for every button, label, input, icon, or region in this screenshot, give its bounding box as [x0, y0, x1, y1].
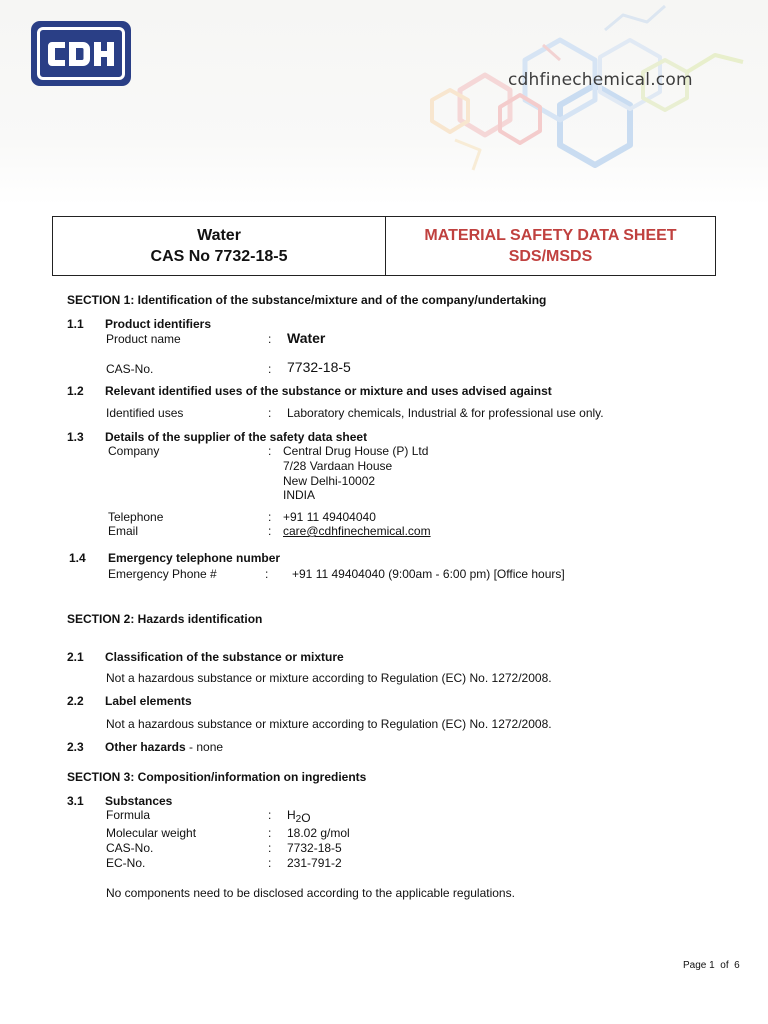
colon: :	[268, 444, 272, 458]
telephone-label: Telephone	[108, 510, 164, 524]
formula-value: $H_2O$	[287, 808, 311, 825]
colon: :	[268, 808, 272, 822]
s3-1-number: 3.1	[67, 794, 84, 808]
s1-3-number: 1.3	[67, 430, 84, 444]
doc-title: MATERIAL SAFETY DATA SHEET	[424, 227, 677, 244]
colon: :	[268, 856, 272, 870]
colon: :	[268, 406, 272, 420]
s3-1-title: Substances	[105, 794, 173, 808]
colon: :	[268, 826, 272, 840]
doc-title-cell	[386, 217, 715, 275]
title-box	[52, 216, 716, 276]
molecule-graphic	[425, 0, 768, 200]
emergency-phone-value: +91 11 49404040 (9:00am - 6:00 pm) [Office hours]	[292, 567, 565, 581]
product-title-cell	[53, 217, 386, 275]
mol-weight-value: 18.02 g/mol	[287, 826, 350, 840]
cas-no-label: CAS-No.	[106, 362, 154, 376]
s1-3-title: Details of the supplier of the safety data sheet	[105, 430, 368, 444]
product-name-value: Water	[287, 330, 326, 346]
s1-4-number: 1.4	[69, 551, 86, 565]
s1-1-number: 1.1	[67, 317, 84, 331]
s1-2-title: Relevant identified uses of the substance or mixture and uses advised against	[105, 384, 552, 398]
cas-no-label-s3: CAS-No.	[106, 841, 154, 855]
s2-3-line	[105, 740, 223, 754]
product-title: Water	[197, 227, 241, 244]
colon: :	[268, 332, 272, 346]
components-note: No components need to be disclosed according to the applicable regulations.	[106, 886, 515, 900]
colon: :	[268, 841, 272, 855]
identified-uses-label: Identified uses	[106, 406, 184, 420]
s2-1-title: Classification of the substance or mixture	[105, 650, 344, 664]
ec-no-label: EC-No.	[106, 856, 146, 870]
company-line-1: Central Drug House (P) Ltd	[283, 444, 429, 458]
colon: :	[265, 567, 269, 581]
s1-1-title: Product identifiers	[105, 317, 212, 331]
email-label: Email	[108, 524, 139, 538]
cas-no-value-s3: 7732-18-5	[287, 841, 342, 855]
section-2-heading: SECTION 2: Hazards identification	[67, 612, 263, 626]
s1-2-number: 1.2	[67, 384, 84, 398]
identified-uses-value: Laboratory chemicals, Industrial & for professional use only.	[287, 406, 604, 420]
product-name-label: Product name	[106, 332, 181, 346]
company-line-3: New Delhi-10002	[283, 474, 376, 488]
colon: :	[268, 524, 272, 538]
ec-no-value: 231-791-2	[287, 856, 342, 870]
section-3-heading: SECTION 3: Composition/information on ingredients	[67, 770, 367, 784]
email-link[interactable]: care@cdhfinechemical.com	[283, 524, 431, 538]
s2-3-number: 2.3	[67, 740, 84, 754]
company-label: Company	[108, 444, 160, 458]
colon: :	[268, 510, 272, 524]
s2-2-number: 2.2	[67, 694, 84, 708]
mol-weight-label: Molecular weight	[106, 826, 197, 840]
emergency-phone-label: Emergency Phone #	[108, 567, 217, 581]
page-number: Page 1 of 6	[683, 960, 740, 971]
website-url: cdhfinechemical.com	[508, 70, 693, 90]
s2-3-suffix: - none	[185, 740, 224, 754]
formula-label: Formula	[106, 808, 151, 822]
company-line-2: 7/28 Vardaan House	[283, 459, 393, 473]
company-line-4: INDIA	[283, 488, 316, 502]
colon: :	[268, 362, 272, 376]
telephone-value: +91 11 49404040	[283, 510, 376, 524]
s2-1-text: Not a hazardous substance or mixture according to Regulation (EC) No. 1272/2008.	[106, 671, 552, 685]
s2-2-text: Not a hazardous substance or mixture according to Regulation (EC) No. 1272/2008.	[106, 717, 552, 731]
s2-1-number: 2.1	[67, 650, 84, 664]
s2-2-title: Label elements	[105, 694, 192, 708]
section-1-heading: SECTION 1: Identification of the substance/mixture and of the company/undertaking	[67, 293, 547, 307]
s2-3-title: Other hazards	[105, 740, 186, 754]
cas-title: CAS No 7732-18-5	[150, 248, 288, 265]
doc-subtitle: SDS/MSDS	[508, 248, 593, 265]
cdh-logo	[31, 21, 131, 86]
s1-4-title: Emergency telephone number	[108, 551, 281, 565]
cas-no-value: 7732-18-5	[287, 359, 351, 375]
